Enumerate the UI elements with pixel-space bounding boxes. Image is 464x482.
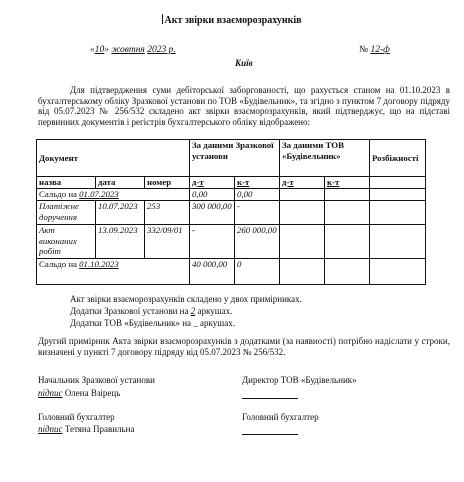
table-row (37, 201, 426, 225)
number-value: 12-ф (370, 45, 390, 55)
note-our-attachments-count: 2 (190, 306, 196, 316)
act-number (359, 45, 390, 55)
row-number: 253 (145, 201, 190, 225)
opening-label-text: Сальдо на (39, 189, 80, 199)
row-debit: - (190, 225, 235, 259)
date-close-quote: » (104, 45, 109, 55)
act-date (90, 45, 176, 55)
row-debit: 300 000,00 (190, 201, 235, 225)
sub-debit2-header: д-т (280, 177, 325, 189)
row-name: Акт виконаних робіт (37, 225, 96, 259)
row-name: Платіжне доручення (37, 201, 96, 225)
cell-empty (370, 189, 426, 201)
cell-empty (280, 189, 325, 201)
note-our-attachments-a: Додатки Зразкової установи на (70, 306, 191, 316)
note-our-attachments (70, 306, 232, 316)
second-copy-paragraph (38, 336, 450, 357)
cell-empty (370, 259, 426, 285)
opening-date: 01.07.2023 (79, 189, 119, 199)
sub-number-header: номер (145, 177, 190, 189)
sub-credit-header: к-т (235, 177, 280, 189)
closing-date: 01.10.2023 (79, 259, 119, 269)
sub-date-header: дата (96, 177, 145, 189)
cell-empty (280, 201, 325, 225)
cell-empty (370, 225, 426, 259)
director-signature-line (242, 398, 298, 399)
head-name: Олена Взірець (62, 388, 121, 398)
accountant-title: Головний бухгалтер (38, 412, 115, 422)
director-title: Директор ТОВ «Будівельник» (242, 375, 357, 385)
opening-balance-row (37, 189, 426, 201)
accountant-sign-label: підпис (38, 424, 63, 434)
number-label: № (359, 45, 371, 55)
closing-label-text: Сальдо на (39, 259, 80, 269)
row-date: 10.07.2023 (96, 201, 145, 225)
cell-empty (280, 259, 325, 285)
intro-paragraph (38, 85, 450, 127)
act-city: Київ (235, 58, 253, 68)
head-title: Начальник Зразкової установи (38, 375, 155, 385)
reconciliation-table (36, 139, 426, 285)
opening-debit: 0,00 (190, 189, 235, 201)
intro-text: Для підтвердження суми дебіторської заборгованості, що рахується станом на 01.10.2023 в бухгалтерському обліку Зразкової установи по ТОВ «Будівельник», та згідно з пунктом 7 договору підряду від 05.07.2023 № 256/532 складено акт звірки взаєморозрахунків, який підтверджує, що на підставі первинних документів і регістрів бухгалтерського обліку відображено: (38, 85, 450, 127)
document-title (0, 14, 464, 26)
cell-empty (325, 259, 370, 285)
note-copies: Акт звірки взаєморозрахунків складено у двох примірниках. (70, 294, 302, 304)
head-sign-label: підпис (38, 388, 63, 398)
opening-label (37, 189, 190, 201)
cell-empty (325, 189, 370, 201)
title-text: Акт звірки взаєморозрахунків (164, 15, 302, 26)
table-row (37, 225, 426, 259)
sub-credit2-header: к-т (325, 177, 370, 189)
cell-empty (325, 225, 370, 259)
col-contractor-data-header: За даними ТОВ «Будівельник» (280, 140, 370, 177)
col-our-data-header: За даними Зразкової установи (190, 140, 280, 177)
col-document-header: Документ (37, 140, 190, 177)
contractor-accountant-signature-line (242, 434, 298, 435)
closing-credit: 0 (235, 259, 280, 285)
date-month: жовтня (111, 45, 145, 55)
cell-empty (280, 225, 325, 259)
closing-balance-row (37, 259, 426, 285)
row-credit: - (235, 201, 280, 225)
sub-name-header: назва (37, 177, 96, 189)
closing-label (37, 259, 190, 285)
second-copy-text: Другий примірник Акта звірки взаєморозрахунків з додатками (за наявності) потрібно надіслати у строки, визначені у пункті 7 договору підряду від 05.07.2023 № 256/532. (38, 336, 450, 357)
date-year: 2023 р. (147, 45, 176, 55)
note-contractor-attachments: Додатки ТОВ «Будівельник» на _ аркушах. (70, 318, 235, 328)
sub-diff-empty (370, 177, 426, 189)
note-our-attachments-b: аркушах. (195, 306, 233, 316)
accountant-name: Тетяна Правильна (62, 424, 135, 434)
head-signature (38, 388, 120, 398)
cell-empty (325, 201, 370, 225)
row-number: 332/09/01 (145, 225, 190, 259)
closing-debit: 40 000,00 (190, 259, 235, 285)
date-open-quote: « (90, 45, 95, 55)
accountant-signature (38, 424, 134, 434)
date-day: 10 (94, 45, 105, 55)
col-diff-header: Розбіжності (370, 140, 426, 177)
opening-credit: 0,00 (235, 189, 280, 201)
cell-empty (370, 201, 426, 225)
contractor-accountant-title: Головний бухгалтер (242, 412, 319, 422)
sub-debit-header: д-т (190, 177, 235, 189)
row-credit: 260 000,00 (235, 225, 280, 259)
row-date: 13.09.2023 (96, 225, 145, 259)
